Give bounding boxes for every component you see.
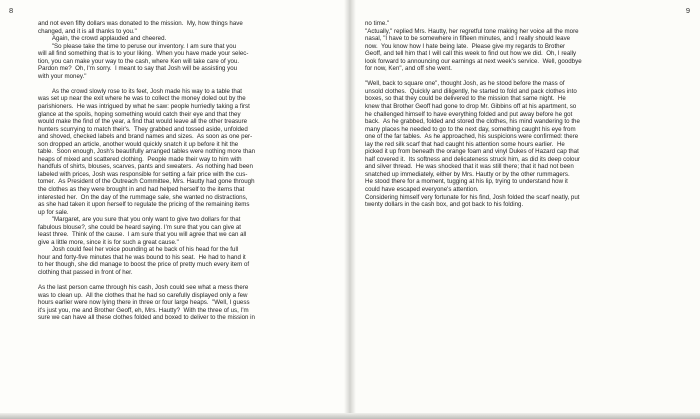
- paragraph: "Margaret, are you sure that you only want to give two dollars for that fabulous blouse?, she could be heard saying. I'm sure that you can give at least three. Think of the cause. I am sure that you will agree that we can all give a little more, since it is for such a great cause.": [38, 216, 247, 246]
- page-number-right: 9: [685, 6, 690, 15]
- paragraph: "Actually," replied Mrs. Hautty, her regretful tone making her voice all the more nasal, "I have to be somewhere in fifteen minutes, and I really should leave now. You know how I hate being late. Please give my regards to Brother Geoff, and tell him that I will call this week to find out how we did. Oh, I really look forward to announcing our earnings at next week's service. Well, goodbye for now, Ken", and off she went.: [365, 27, 582, 73]
- right-page-text: [365, 20, 662, 209]
- paragraph: "Well, back to square one", thought Josh, as he stood before the mass of unsold clothes. Quickly and diligently, he started to fold and pack clothes into boxes, so that they could be delivered to the mission that same night. He knew that Brother Geoff had gone to drop Mr. Gibbins off at his apartment, so he challenged himself to have everything folded and put away before he got back. As he grabbed, folded and stored the clothes, his mind wandering to the many places he needed to go to the next day, something caught his eye from one of the far tables. As he approached, his suspicions were confirmed: there lay the red silk scarf that had caught his attention some hours earlier. He picked it up from beneath the orange foam and vinyl Dukes of Hazard cap that half covered it. Its softness and delicateness struck him, as did its deep colour and silver thread. He was shocked that it was still there; that it had not been snatched up immediately, either by Mrs. Hautty or by the other rummagers. He stood there for a moment, tugging at his lip, trying to understand how it could have escaped everyone's attention. Considering himself very fortunate for his find, Josh folded the scarf neatly, put twenty dollars in the cash box, and got back to his folding.: [365, 80, 580, 209]
- paragraph: As the last person came through his cash, Josh could see what a mess there was to clean up. All the clothes that he had so carefully displayed only a few hours earlier were now lying there in three or four large heaps. "Well, I guess it's just you, me and Brother Geoff, eh, Mrs. Hautty? With the three of us, I'm sure we can have all these clothes folded and boxed to deliver to the mission in: [38, 284, 255, 322]
- page-bottom-edge: [0, 413, 700, 419]
- paragraph: no time.": [365, 20, 390, 27]
- paragraph-gap: [38, 277, 326, 285]
- page-number-left: 8: [9, 6, 14, 15]
- paragraph: and not even fifty dollars was donated to the mission. My, how things have changed, and it is all thanks to you.": [38, 20, 243, 35]
- right-page: [350, 0, 700, 419]
- paragraph: Josh could feel her voice pounding at he back of his head for the full hour and forty-five minutes that he was bound to his seat. He had to hand it to her though, she did manage to boost the price of pretty much every item of clothing that passed in front of her.: [38, 246, 250, 276]
- left-page-text: [38, 20, 326, 322]
- paragraph-gap: [38, 80, 326, 88]
- book-gutter: [344, 0, 356, 419]
- paragraph: Again, the crowd applauded and cheered.: [38, 35, 167, 43]
- paragraph: As the crowd slowly rose to its feet, Josh made his way to a table that was set up near the exit where he was to collect the money doled out by the parishioners. He was intrigued by what he saw: people hurriedly taking a first glance at the spoils, hoping something would catch their eye and that they would make the find of the year, a find that would leave all the other treasure hunters scurrying to match their's. They grabbed and tossed aside, unfolded and shoved, checked labels and brand names and sizes. As soon as one per- son dropped an article, another would quickly snatch it up before it hit the table. Soon enough, Josh's beautifully arranged tables were nothing more than heaps of mixed and scattered clothing. People made their way to him with handfuls of shirts, blouses, scarves, pants and sweaters. As nothing had been labeled with prices, Josh was responsible for setting a fair price with the cus- tomer. As President of the Outreach Committee, Mrs. Hautty had gone through the clothes as they were brought in and had helped herself to the items that interested her. On the day of the rummage sale, she wanted no distractions, as she had taken it upon herself to regulate the pricing of the remaining items up for sale.: [38, 87, 256, 216]
- paragraph: "So please take the time to peruse our inventory. I am sure that you will all find something that is to your liking. When you have made your selec- tion, you can make your way to the cash, where Ken will take care of you. Pardon me? Oh, I'm sorry. I meant to say that Josh will be assisting you with your money.": [38, 42, 249, 80]
- paragraph-gap: [365, 73, 662, 81]
